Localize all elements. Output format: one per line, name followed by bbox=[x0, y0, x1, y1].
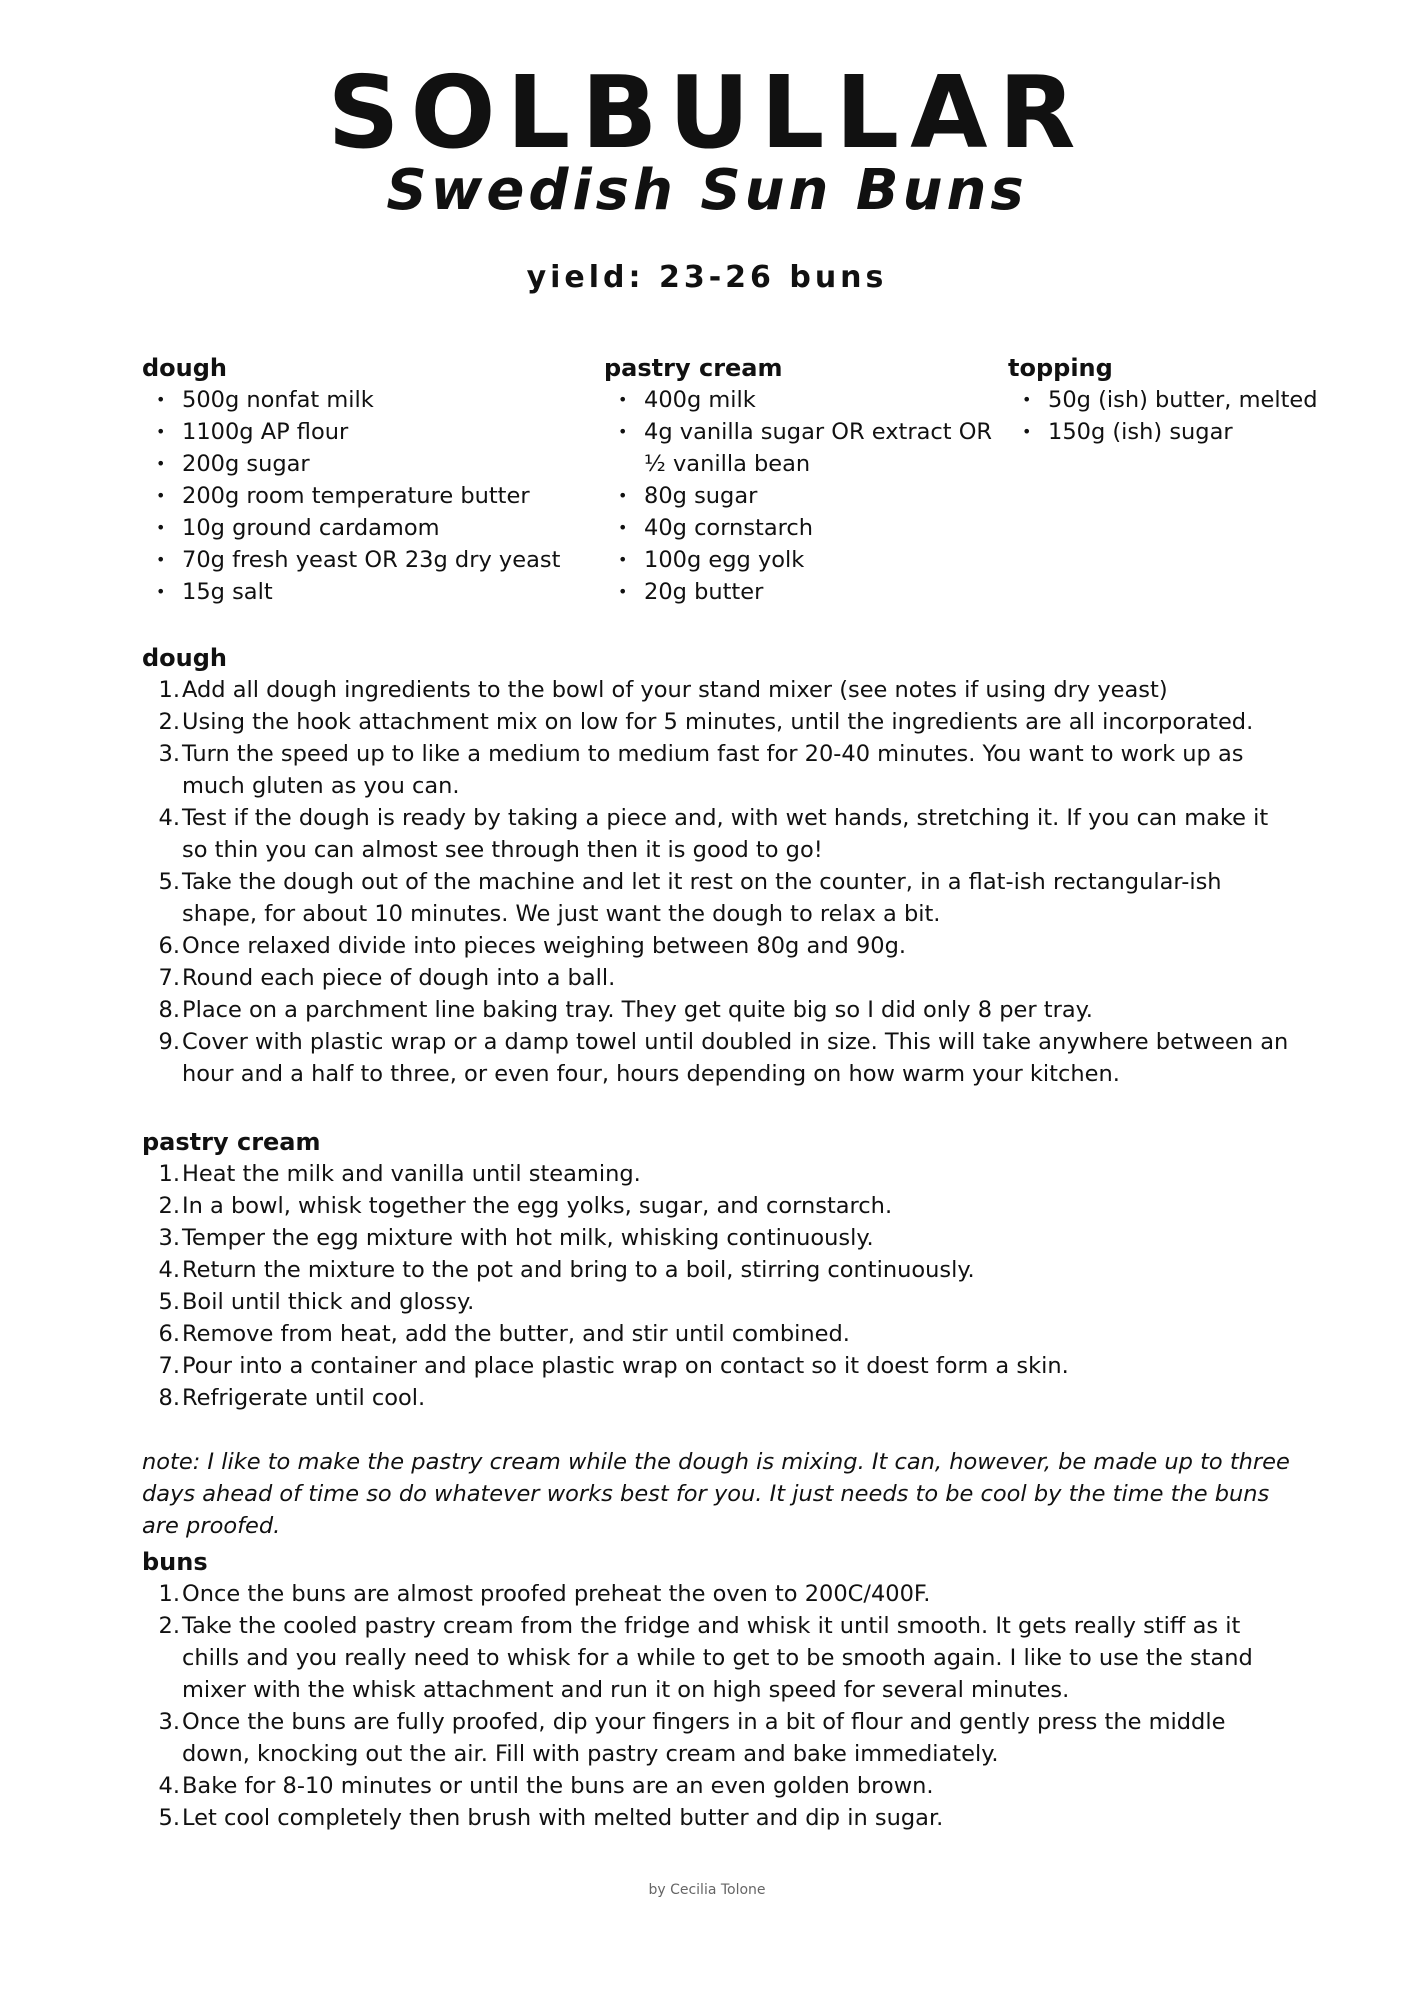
step-item bbox=[142, 1610, 1292, 1706]
recipe-title: SOLBULLAR bbox=[327, 54, 1087, 171]
ingredients-pastry-cream bbox=[604, 352, 994, 608]
step-number: 2. bbox=[158, 709, 180, 735]
step-item bbox=[142, 994, 1292, 1026]
step-number: 3. bbox=[158, 1709, 180, 1735]
method-dough bbox=[142, 642, 1292, 1090]
step-item bbox=[142, 930, 1292, 962]
method-buns-heading: buns bbox=[142, 1548, 208, 1576]
method-buns-steps bbox=[142, 1578, 1292, 1834]
byline: by Cecilia Tolone bbox=[648, 1882, 766, 1898]
step-item bbox=[142, 1318, 1292, 1350]
step-number: 3. bbox=[158, 1225, 180, 1251]
step-text: Let cool completely then brush with melted butter and dip in sugar. bbox=[182, 1805, 944, 1831]
ingredient-item: • 15g salt bbox=[142, 576, 582, 608]
step-number: 6. bbox=[158, 1321, 180, 1347]
step-number: 5. bbox=[158, 869, 180, 895]
method-dough-heading: dough bbox=[142, 644, 228, 672]
note-text: note: I like to make the pastry cream while the dough is mixing. It can, however, be made up to three days ahead of time so do whatever works best for you. It just needs to be cool by the time the buns are proofed. bbox=[142, 1449, 1290, 1539]
ingredient-item: • 400g milk bbox=[604, 384, 994, 416]
step-item bbox=[142, 1190, 1292, 1222]
ingredients-dough-list bbox=[142, 384, 582, 608]
step-item bbox=[142, 802, 1292, 866]
ingredient-item: • 4g vanilla sugar OR extract OR ½ vanilla bean bbox=[604, 416, 994, 480]
step-text: Add all dough ingredients to the bowl of your stand mixer (see notes if using dry yeast) bbox=[182, 677, 1168, 703]
method-pastry-cream bbox=[142, 1126, 1292, 1414]
recipe-subtitle: Swedish Sun Buns bbox=[386, 158, 1028, 223]
step-number: 8. bbox=[158, 997, 180, 1023]
step-text: Refrigerate until cool. bbox=[182, 1385, 426, 1411]
ingredient-item: • 80g sugar bbox=[604, 480, 994, 512]
step-item bbox=[142, 962, 1292, 994]
ingredients-pastry-cream-heading: pastry cream bbox=[604, 354, 783, 382]
ingredients-topping-list bbox=[1008, 384, 1408, 448]
step-text: Remove from heat, add the butter, and stir until combined. bbox=[182, 1321, 850, 1347]
step-item bbox=[142, 1382, 1292, 1414]
step-number: 1. bbox=[158, 1581, 180, 1607]
step-number: 8. bbox=[158, 1385, 180, 1411]
step-text: Return the mixture to the pot and bring to a boil, stirring continuously. bbox=[182, 1257, 975, 1283]
step-number: 6. bbox=[158, 933, 180, 959]
ingredients-pastry-cream-list bbox=[604, 384, 994, 608]
step-item bbox=[142, 738, 1292, 802]
step-number: 3. bbox=[158, 741, 180, 767]
ingredient-item: • 500g nonfat milk bbox=[142, 384, 582, 416]
step-item bbox=[142, 674, 1292, 706]
ingredients-topping-heading: topping bbox=[1008, 354, 1113, 382]
step-text: Turn the speed up to like a medium to medium fast for 20-40 minutes. You want to work up as much gluten as you can. bbox=[182, 741, 1244, 799]
ingredient-item: • 200g sugar bbox=[142, 448, 582, 480]
step-number: 5. bbox=[158, 1289, 180, 1315]
step-number: 5. bbox=[158, 1805, 180, 1831]
step-text: Test if the dough is ready by taking a piece and, with wet hands, stretching it. If you can make it so thin you can almost see through then it is good to go! bbox=[182, 805, 1269, 863]
step-number: 7. bbox=[158, 1353, 180, 1379]
step-item bbox=[142, 1706, 1292, 1770]
step-text: Heat the milk and vanilla until steaming. bbox=[182, 1161, 641, 1187]
step-number: 4. bbox=[158, 1257, 180, 1283]
step-number: 4. bbox=[158, 805, 180, 831]
ingredient-item: • 150g (ish) sugar bbox=[1008, 416, 1408, 448]
ingredients-dough-heading: dough bbox=[142, 354, 228, 382]
step-text: In a bowl, whisk together the egg yolks, sugar, and cornstarch. bbox=[182, 1193, 893, 1219]
step-text: Take the cooled pastry cream from the fridge and whisk it until smooth. It gets really stiff as it chills and you really need to whisk for a while to get to be smooth again. I like to use the stand mixer with the whisk attachment and run it on high speed for several minutes. bbox=[182, 1613, 1253, 1703]
ingredient-item: • 200g room temperature butter bbox=[142, 480, 582, 512]
method-buns bbox=[142, 1546, 1292, 1834]
ingredient-item: • 50g (ish) butter, melted bbox=[1008, 384, 1408, 416]
step-number: 7. bbox=[158, 965, 180, 991]
step-item bbox=[142, 1350, 1292, 1382]
step-number: 1. bbox=[158, 677, 180, 703]
method-pastry-cream-steps bbox=[142, 1158, 1292, 1414]
step-text: Once the buns are almost proofed preheat the oven to 200C/400F. bbox=[182, 1581, 931, 1607]
step-text: Boil until thick and glossy. bbox=[182, 1289, 475, 1315]
step-text: Using the hook attachment mix on low for 5 minutes, until the ingredients are all incorporated. bbox=[182, 709, 1254, 735]
step-text: Cover with plastic wrap or a damp towel until doubled in size. This will take anywhere between an hour and a half to three, or even four, hours depending on how warm your kitchen. bbox=[182, 1029, 1289, 1087]
step-number: 2. bbox=[158, 1613, 180, 1639]
step-item bbox=[142, 1578, 1292, 1610]
ingredients-topping bbox=[1008, 352, 1408, 448]
step-text: Round each piece of dough into a ball. bbox=[182, 965, 616, 991]
recipe-yield: yield: 23-26 buns bbox=[526, 260, 888, 295]
ingredient-item: • 20g butter bbox=[604, 576, 994, 608]
method-pastry-cream-heading: pastry cream bbox=[142, 1128, 321, 1156]
ingredients-dough bbox=[142, 352, 582, 608]
step-item bbox=[142, 1770, 1292, 1802]
pastry-cream-note bbox=[142, 1446, 1292, 1542]
step-text: Bake for 8-10 minutes or until the buns are an even golden brown. bbox=[182, 1773, 934, 1799]
step-number: 4. bbox=[158, 1773, 180, 1799]
step-number: 1. bbox=[158, 1161, 180, 1187]
step-text: Temper the egg mixture with hot milk, whisking continuously. bbox=[182, 1225, 874, 1251]
step-number: 9. bbox=[158, 1029, 180, 1055]
step-item bbox=[142, 1254, 1292, 1286]
step-text: Pour into a container and place plastic wrap on contact so it doest form a skin. bbox=[182, 1353, 1069, 1379]
step-item bbox=[142, 706, 1292, 738]
ingredient-item: • 40g cornstarch bbox=[604, 512, 994, 544]
step-number: 2. bbox=[158, 1193, 180, 1219]
step-item bbox=[142, 1026, 1292, 1090]
step-item bbox=[142, 866, 1292, 930]
method-dough-steps bbox=[142, 674, 1292, 1090]
ingredient-item: • 70g fresh yeast OR 23g dry yeast bbox=[142, 544, 582, 576]
step-item bbox=[142, 1158, 1292, 1190]
ingredient-item: • 10g ground cardamom bbox=[142, 512, 582, 544]
ingredient-item: • 1100g AP flour bbox=[142, 416, 582, 448]
step-item bbox=[142, 1802, 1292, 1834]
step-text: Once the buns are fully proofed, dip your fingers in a bit of flour and gently press the middle down, knocking out the air. Fill with pastry cream and bake immediately. bbox=[182, 1709, 1226, 1767]
step-item bbox=[142, 1222, 1292, 1254]
ingredient-item: • 100g egg yolk bbox=[604, 544, 994, 576]
step-item bbox=[142, 1286, 1292, 1318]
step-text: Place on a parchment line baking tray. They get quite big so I did only 8 per tray. bbox=[182, 997, 1093, 1023]
step-text: Once relaxed divide into pieces weighing between 80g and 90g. bbox=[182, 933, 907, 959]
step-text: Take the dough out of the machine and let it rest on the counter, in a flat-ish rectangular-ish shape, for about 10 minutes. We just want the dough to relax a bit. bbox=[182, 869, 1222, 927]
